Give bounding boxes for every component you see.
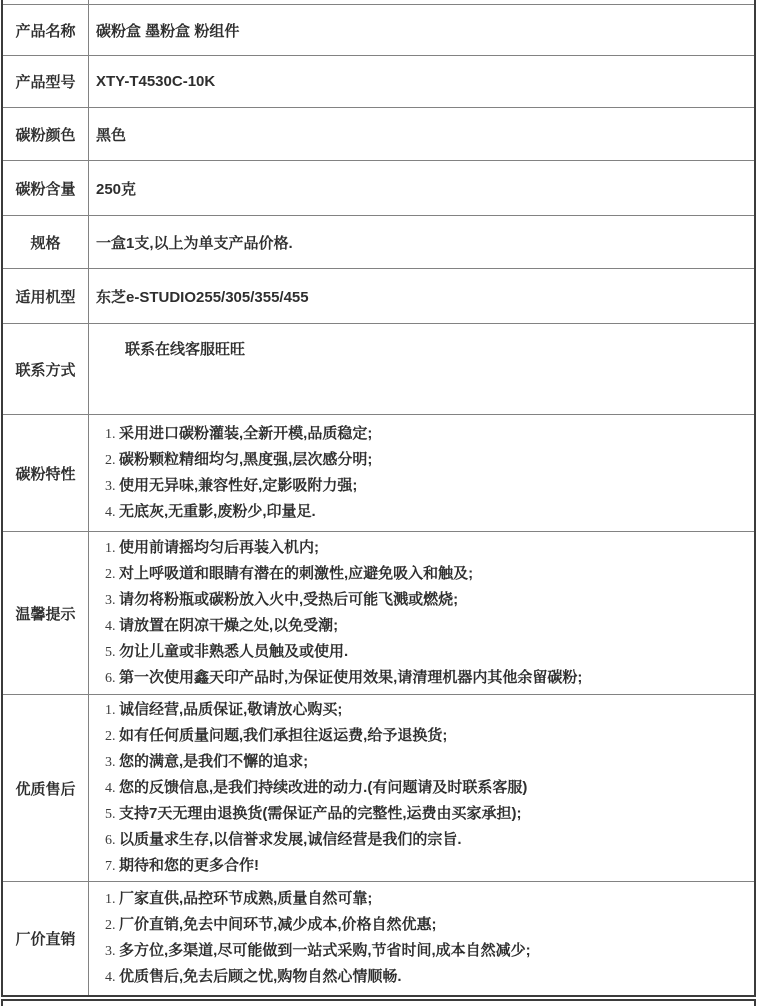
- list-item: 5. 支持7天无理由退换货(需保证产品的完整性,运费由买家承担);: [119, 801, 754, 827]
- product-model-value: XTY-T4530C-10K: [96, 73, 216, 90]
- list-item: 3. 请勿将粉瓶或碳粉放入火中,受热后可能飞溅或燃烧;: [119, 587, 754, 613]
- table-row-warm-tips: [3, 532, 754, 695]
- row-value: [89, 216, 755, 269]
- toner-content-value: 250克: [96, 180, 137, 198]
- row-value: [89, 269, 755, 324]
- row-label: 产品名称: [3, 5, 89, 56]
- list-item: 2. 如有任何质量问题,我们承担往返运费,给予退换货;: [119, 723, 754, 749]
- table-row-toner-features: [3, 415, 754, 532]
- row-label: 碳粉特性: [3, 415, 89, 532]
- list-item: 4. 无底灰,无重影,废粉少,印量足.: [119, 499, 754, 525]
- list-item: 1. 厂家直供,品控环节成熟,质量自然可靠;: [119, 886, 754, 912]
- list-item: 2. 对上呼吸道和眼睛有潜在的刺激性,应避免吸入和触及;: [119, 561, 754, 587]
- toner-color-value: 黑色: [96, 126, 127, 144]
- product-name-value: 碳粉盒 墨粉盒 粉组件: [96, 22, 240, 40]
- row-value: [89, 532, 755, 695]
- row-label: 产品型号: [3, 56, 89, 108]
- row-value: [89, 161, 755, 216]
- list-item: 3. 您的满意,是我们不懈的追求;: [119, 749, 754, 775]
- table-row-compatible-models: [3, 269, 754, 324]
- row-value: [89, 108, 755, 161]
- table-row-after-sales: [3, 695, 754, 882]
- specification-value: 一盒1支,以上为单支产品价格.: [96, 234, 293, 252]
- contact-value: 联系在线客服旺旺: [125, 341, 246, 358]
- row-value: [89, 882, 755, 995]
- table-row-specification: [3, 216, 754, 269]
- list-item: 4. 优质售后,免去后顾之忧,购物自然心情顺畅.: [119, 964, 754, 990]
- next-table-top-edge: [1, 999, 756, 1006]
- list-item: 2. 碳粉颗粒精细均匀,黑度强,层次感分明;: [119, 447, 754, 473]
- row-value: [89, 415, 755, 532]
- list-item: 6. 以质量求生存,以信誉求发展,诚信经营是我们的宗旨.: [119, 827, 754, 853]
- list-item: 6. 第一次使用鑫天印产品时,为保证使用效果,请清理机器内其他余留碳粉;: [119, 665, 754, 691]
- toner-features-list: [89, 421, 754, 525]
- table-row-toner-color: [3, 108, 754, 161]
- list-item: 3. 使用无异味,兼容性好,定影吸附力强;: [119, 473, 754, 499]
- table-row-factory-direct: [3, 882, 754, 995]
- table-row-product-name: [3, 5, 754, 56]
- list-item: 5. 勿让儿童或非熟悉人员触及或使用.: [119, 639, 754, 665]
- row-label: 适用机型: [3, 269, 89, 324]
- warm-tips-list: [89, 535, 754, 691]
- row-label: 规格: [3, 216, 89, 269]
- product-spec-table-wrapper: [1, 0, 756, 997]
- table-row-contact: [3, 324, 754, 415]
- list-item: 3. 多方位,多渠道,尽可能做到一站式采购,节省时间,成本自然减少;: [119, 938, 754, 964]
- list-item: 7. 期待和您的更多合作!: [119, 853, 754, 879]
- list-item: 4. 您的反馈信息,是我们持续改进的动力.(有问题请及时联系客服): [119, 775, 754, 801]
- row-label: 厂价直销: [3, 882, 89, 995]
- row-label: 优质售后: [3, 695, 89, 882]
- list-item: 2. 厂价直销,免去中间环节,减少成本,价格自然优惠;: [119, 912, 754, 938]
- after-sales-list: [89, 697, 754, 879]
- row-value: [89, 695, 755, 882]
- table-row-product-model: [3, 56, 754, 108]
- list-item: 1. 诚信经营,品质保证,敬请放心购买;: [119, 697, 754, 723]
- row-value: [89, 56, 755, 108]
- row-label: 碳粉含量: [3, 161, 89, 216]
- list-item: 4. 请放置在阴凉干燥之处,以免受潮;: [119, 613, 754, 639]
- row-label: 温馨提示: [3, 532, 89, 695]
- row-value: [89, 324, 755, 415]
- row-value: [89, 5, 755, 56]
- table-row-toner-content: [3, 161, 754, 216]
- row-label: 碳粉颜色: [3, 108, 89, 161]
- list-item: 1. 采用进口碳粉灌装,全新开模,品质稳定;: [119, 421, 754, 447]
- list-item: 1. 使用前请摇均匀后再装入机内;: [119, 535, 754, 561]
- compatible-models-value: 东芝e-STUDIO255/305/355/455: [96, 288, 309, 306]
- row-label: 联系方式: [3, 324, 89, 415]
- product-spec-table: [3, 0, 754, 995]
- factory-direct-list: [89, 886, 754, 990]
